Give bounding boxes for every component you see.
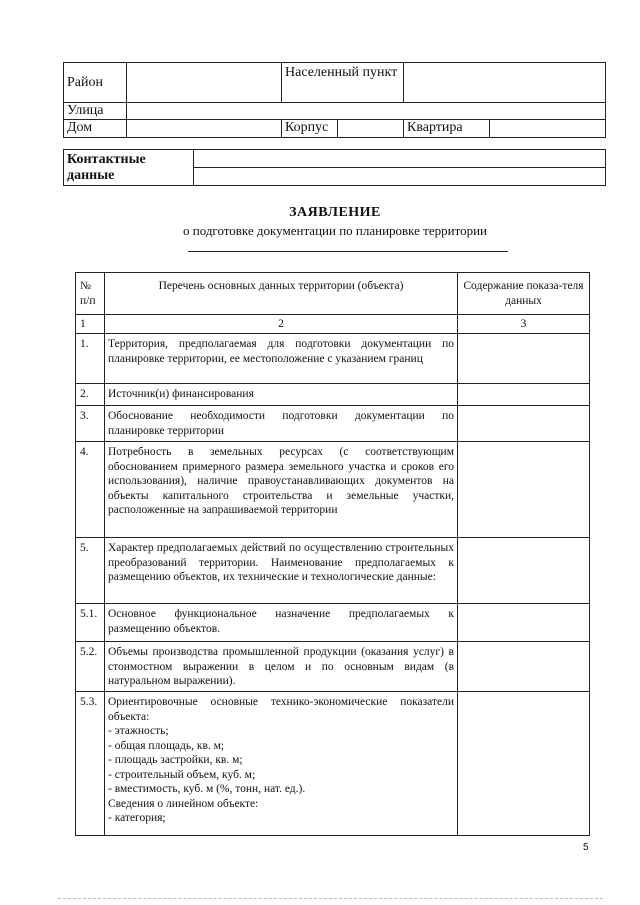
contacts-field-1[interactable] xyxy=(194,150,606,168)
row-value-field[interactable] xyxy=(458,642,590,692)
contacts-table xyxy=(63,149,606,186)
row-value-field[interactable] xyxy=(458,692,590,836)
row-line: - этажность; xyxy=(108,725,169,737)
korpus-field[interactable] xyxy=(338,120,403,137)
address-table xyxy=(63,62,606,138)
row-value-field[interactable] xyxy=(458,604,590,642)
row-num: 5.3. xyxy=(76,692,105,836)
col-number-1: 1 xyxy=(76,315,105,334)
row-line: - площадь застройки, кв. м; xyxy=(108,754,243,766)
table-row xyxy=(76,604,590,642)
korpus-cell xyxy=(282,120,404,138)
row-line: Ориентировочные основные технико-экономические показатели объекта: xyxy=(108,696,454,723)
ulitsa-label: Улица xyxy=(64,103,127,120)
row-num: 5. xyxy=(76,538,105,604)
row-value-field[interactable] xyxy=(458,442,590,538)
row-value-field[interactable] xyxy=(458,334,590,384)
contacts-field-2[interactable] xyxy=(194,168,606,186)
row-text: Обоснование необходимости подготовки документации по планировке территории xyxy=(105,406,458,442)
page-number: 5 xyxy=(583,842,589,853)
row-line: Сведения о линейном объекте: xyxy=(108,797,259,810)
row-text-multiline xyxy=(105,692,458,836)
header-content: Содержание показа-теля данных xyxy=(458,273,590,315)
table-row xyxy=(76,442,590,538)
row-num: 3. xyxy=(76,406,105,442)
data-table xyxy=(75,272,590,836)
kvartira-field[interactable] xyxy=(490,120,605,137)
naselenny-punkt-label: Населенный пункт xyxy=(282,63,404,103)
row-text: Характер предполагаемых действий по осуществлению строительных преобразований территории. Наименование предполагаемых к размещению объектов, их технические и технологические данные: xyxy=(105,538,458,604)
kvartira-cell xyxy=(404,120,606,138)
table-row xyxy=(76,406,590,442)
row-num: 5.1. xyxy=(76,604,105,642)
header-num: № п/п xyxy=(76,273,105,315)
header-list: Перечень основных данных территории (объекта) xyxy=(105,273,458,315)
row-line: - общая площадь, кв. м; xyxy=(108,739,225,752)
rayon-field[interactable] xyxy=(127,63,282,103)
subtitle-underline xyxy=(188,251,508,252)
ulitsa-field[interactable] xyxy=(127,103,606,120)
scan-artifact-line xyxy=(58,898,603,899)
row-line: - строительный объем, куб. м; xyxy=(108,768,256,781)
row-line: - категория; xyxy=(108,812,166,824)
table-row xyxy=(76,692,590,836)
page-title: ЗАЯВЛЕНИЕ xyxy=(289,205,381,220)
row-value-field[interactable] xyxy=(458,384,590,406)
row-num: 2. xyxy=(76,384,105,406)
rayon-label: Район xyxy=(64,63,127,103)
kvartira-label: Квартира xyxy=(404,120,490,137)
row-text: Объемы производства промышленной продукции (оказания услуг) в стоимостном выражении в целом и по основным видам (в натуральном выражении). xyxy=(105,642,458,692)
korpus-label: Корпус xyxy=(282,120,338,137)
row-num: 5.2. xyxy=(76,642,105,692)
row-text: Основное функциональное назначение предполагаемых к размещению объектов. xyxy=(105,604,458,642)
table-row xyxy=(76,384,590,406)
contacts-label: Контактные данные xyxy=(64,150,194,186)
table-row xyxy=(76,642,590,692)
table-row xyxy=(76,334,590,384)
dom-label: Дом xyxy=(64,120,127,138)
table-row xyxy=(76,538,590,604)
page-subtitle: о подготовке документации по планировке территории xyxy=(182,223,488,238)
row-value-field[interactable] xyxy=(458,406,590,442)
dom-field[interactable] xyxy=(127,120,282,138)
row-num: 1. xyxy=(76,334,105,384)
col-number-3: 3 xyxy=(458,315,590,334)
row-value-field[interactable] xyxy=(458,538,590,604)
row-text: Потребность в земельных ресурсах (с соответствующим обоснованием примерного размера земельного участка и сроков его использования), наличие правоустанавливающих документов на объекты капитального строительства и земельные участки, расположенные на запрашиваемой территории xyxy=(105,442,458,538)
row-num: 4. xyxy=(76,442,105,538)
col-number-2: 2 xyxy=(105,315,458,334)
row-text: Источник(и) финансирования xyxy=(105,384,458,406)
naselenny-punkt-field[interactable] xyxy=(404,63,606,103)
row-line: - вместимость, куб. м (%, тонн, нат. ед.). xyxy=(108,783,306,795)
row-text: Территория, предполагаемая для подготовки документации по планировке территории, ее местоположение с указанием границ xyxy=(105,334,458,384)
